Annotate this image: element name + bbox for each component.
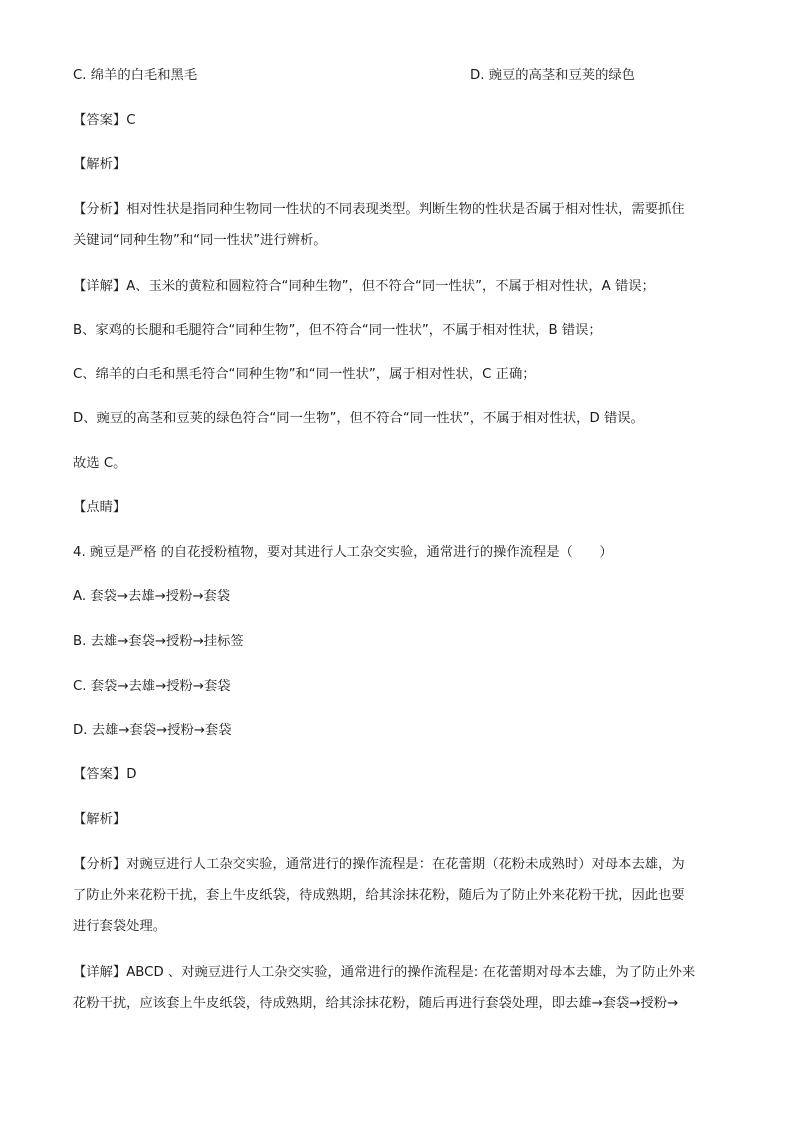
- fenxi-label: 【分析】: [73, 202, 127, 217]
- q4-option-b: B. 去雄→套袋→授粉→挂标签: [73, 634, 244, 649]
- q3-conclusion: 故选 C。: [73, 456, 127, 471]
- answer-label: 【答案】: [73, 767, 127, 782]
- q4-analysis-heading: 【解析】: [73, 812, 127, 827]
- q3-fenxi-line2: 关键词“同种生物”和“同一性状”进行辨析。: [73, 233, 327, 248]
- q4-option-d: D. 去雄→套袋→授粉→套袋: [73, 723, 232, 738]
- xiangjie-text-a: A、玉米的黄粒和圆粒符合“同种生物”，但不符合“同一性状”，不属于相对性状，A 错误；: [126, 279, 655, 294]
- q4-option-c: C. 套袋→去雄→授粉→套袋: [73, 679, 231, 694]
- q3-options-row: [73, 67, 723, 85]
- q4-fenxi-line3: 进行套袋处理。: [73, 919, 167, 934]
- answer-label: 【答案】: [73, 113, 127, 128]
- q3-dianjing-heading: 【点睛】: [73, 500, 127, 515]
- q3-fenxi-line1: [73, 201, 685, 219]
- xiangjie-text: ABCD 、对豌豆进行人工杂交实验，通常进行的操作流程是: 在花蕾期对母本去雄，为了防止外来: [126, 965, 696, 980]
- q4-xiangjie-line1: [73, 964, 695, 982]
- q4-fenxi-line2: 了防止外来花粉干扰，套上牛皮纸袋，待成熟期，给其涂抹花粉，随后为了防止外来花粉干扰，因此也要: [73, 888, 685, 903]
- q3-option-c: C. 绵羊的白毛和黑毛: [73, 68, 198, 83]
- fenxi-text: 对豌豆进行人工杂交实验，通常进行的操作流程是：在花蕾期（花粉未成熟时）对母本去雄，为: [126, 857, 685, 872]
- q3-xiangjie-b: B、家鸡的长腿和毛腿符合“同种生物”，但不符合“同一性状”，不属于相对性状，B 错误；: [73, 323, 602, 338]
- answer-value: C: [126, 113, 136, 128]
- q4-fenxi-line1: [73, 856, 685, 874]
- answer-value: D: [126, 767, 137, 782]
- q3-analysis-heading: 【解析】: [73, 157, 127, 172]
- q4-xiangjie-line2: 花粉干扰，应该套上牛皮纸袋，待成熟期，给其涂抹花粉，随后再进行套袋处理，即去雄→套袋→授粉→: [73, 996, 679, 1011]
- q4-answer: [73, 766, 136, 784]
- q3-xiangjie-a: [73, 278, 655, 296]
- fenxi-text: 相对性状是指同种生物同一性状的不同表现类型。判断生物的性状是否属于相对性状，需要抓住: [126, 202, 685, 217]
- q4-stem: 4. 豌豆是严格 的自花授粉植物，要对其进行人工杂交实验，通常进行的操作流程是（ ）: [73, 545, 613, 560]
- q4-option-a: A. 套袋→去雄→授粉→套袋: [73, 589, 231, 604]
- q3-option-d: D. 豌豆的高茎和豆荚的绿色: [470, 68, 635, 83]
- fenxi-label: 【分析】: [73, 857, 127, 872]
- q3-answer: [73, 112, 135, 130]
- xiangjie-label: 【详解】: [73, 965, 127, 980]
- q3-xiangjie-d: D、豌豆的高茎和豆荚的绿色符合“同一生物”，但不符合“同一性状”，不属于相对性状，D 错误。: [73, 411, 644, 426]
- q3-xiangjie-c: C、绵羊的白毛和黑毛符合“同种生物”和“同一性状”，属于相对性状，C 正确；: [73, 367, 536, 382]
- xiangjie-label: 【详解】: [73, 279, 127, 294]
